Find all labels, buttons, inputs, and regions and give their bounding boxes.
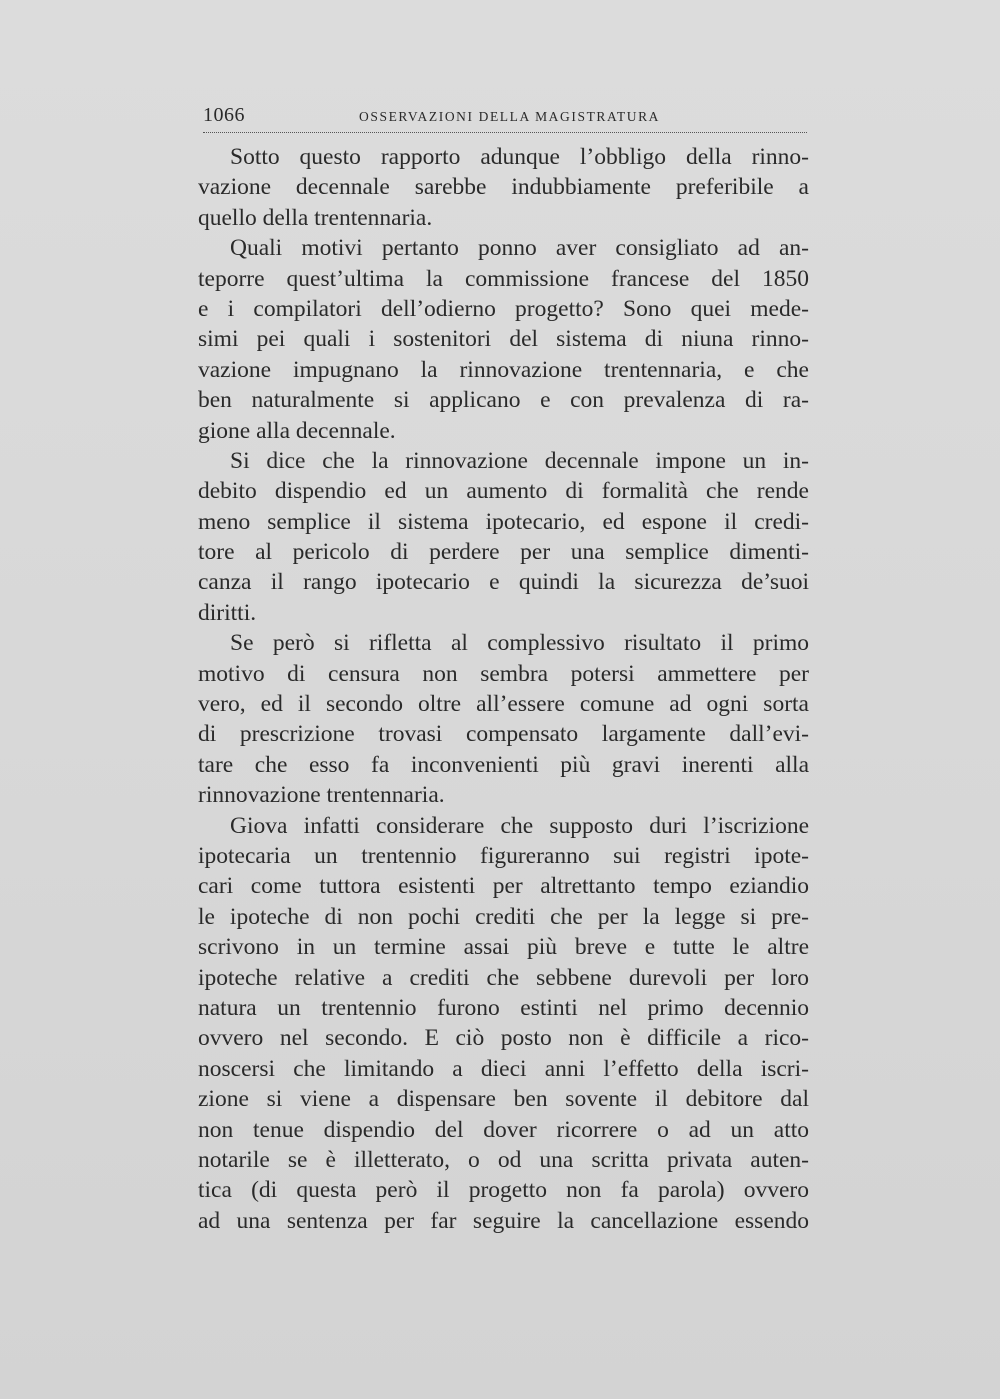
text-line: diritti. (198, 599, 257, 626)
text-line: ben naturalmente si applicano e con prevalenza di ra- (198, 387, 809, 414)
text-line: natura un trentennio furono estinti nel primo decennio (198, 994, 809, 1021)
text-line: canza il rango ipotecario e quindi la sicurezza de’suoi (198, 569, 809, 596)
text-line: Giova infatti considerare che supposto duri l’iscrizione (230, 812, 809, 839)
text-line: simi pei quali i sostenitori del sistema di niuna rinno- (198, 326, 809, 353)
paragraph (198, 446, 809, 628)
body-text (198, 142, 809, 1236)
text-line: tica (di questa però il progetto non fa parola) ovvero (198, 1177, 809, 1204)
paragraph (198, 142, 809, 233)
text-line: di prescrizione trovasi compensato largamente dall’evi- (198, 721, 809, 748)
text-line: teporre quest’ultima la commissione francese del 1850 (198, 265, 809, 292)
text-line: non tenue dispendio del dover ricorrere o ad un atto (198, 1116, 809, 1143)
text-line: cari come tuttora esistenti per altrettanto tempo eziandio (198, 873, 809, 900)
text-line: vazione decennale sarebbe indubbiamente preferibile a (198, 174, 809, 201)
text-line: le ipoteche di non pochi crediti che per la legge si pre- (198, 903, 809, 930)
text-line: Quali motivi pertanto ponno aver consigliato ad an- (230, 235, 809, 262)
header-rule (203, 132, 807, 133)
running-head: OSSERVAZIONI DELLA MAGISTRATURA (359, 109, 661, 124)
text-line: tare che esso fa inconvenienti più gravi inerenti alla (198, 751, 809, 778)
text-line: ovvero nel secondo. E ciò posto non è difficile a rico- (198, 1025, 809, 1052)
text-line: Sotto questo rapporto adunque l’obbligo della rinno- (230, 144, 809, 170)
text-line: vero, ed il secondo oltre all’essere comune ad ogni sorta (198, 691, 809, 718)
paragraph (198, 811, 809, 1236)
text-line: gione alla decennale. (198, 417, 396, 444)
text-line: debito dispendio ed un aumento di formalità che rende (198, 478, 809, 505)
text-line: scrivono in un termine assai più breve e tutte le altre (198, 934, 809, 961)
text-line: e i compilatori dell’odierno progetto? Sono quei mede- (198, 295, 809, 322)
text-line: rinnovazione trentennaria. (198, 782, 445, 809)
text-line: quello della trentennaria. (198, 204, 433, 231)
text-line: ad una sentenza per far seguire la cancellazione essendo (198, 1207, 809, 1234)
text-line: meno semplice il sistema ipotecario, ed espone il credi- (198, 508, 809, 535)
paragraph (198, 628, 809, 810)
page-number: 1066 (203, 104, 245, 126)
text-line: motivo di censura non sembra potersi ammettere per (198, 660, 809, 687)
text-line: tore al pericolo di perdere per una semplice dimenti- (198, 539, 809, 566)
paragraph (198, 233, 809, 446)
text-line: Se però si rifletta al complessivo risultato il primo (230, 630, 809, 657)
page-header (203, 104, 807, 130)
text-line: ipoteche relative a crediti che sebbene durevoli per loro (198, 964, 809, 991)
text-line: zione si viene a dispensare ben sovente il debitore dal (198, 1086, 809, 1113)
text-line: vazione impugnano la rinnovazione trentennaria, e che (198, 356, 809, 383)
text-line: Si dice che la rinnovazione decennale impone un in- (230, 447, 809, 474)
text-line: notarile se è illetterato, o od una scritta privata auten- (198, 1146, 809, 1173)
text-line: noscersi che limitando a dieci anni l’effetto della iscri- (198, 1055, 809, 1082)
text-line: ipotecaria un trentennio figureranno sui registri ipote- (198, 842, 809, 869)
